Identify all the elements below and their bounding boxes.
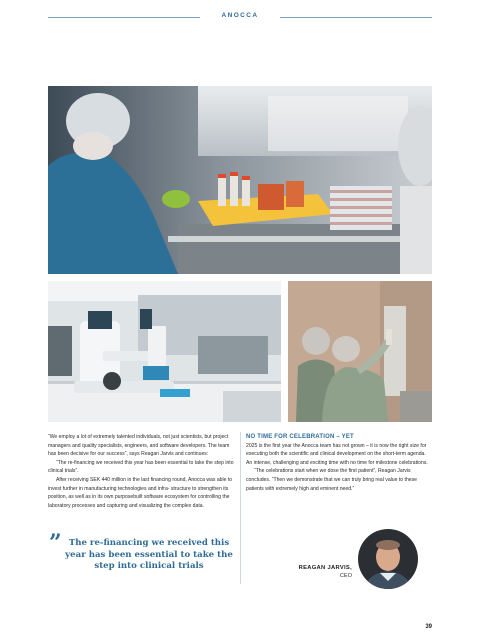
quote-mark-icon: ”: [49, 530, 62, 556]
page-number: 39: [425, 624, 432, 630]
right-text-column: [246, 433, 432, 493]
brand-name: ANOCCA: [221, 12, 259, 19]
body-paragraph: “The re-financing we received this year has been essential to take the step into clinical trials”.: [48, 459, 234, 475]
left-text-column: [48, 433, 234, 510]
body-paragraph: 2025 is the first year the Anocca team has not grown – it is now the right size for executing both the scientific and clinical development on the short-term agenda. An intense, challenging and exciting time with no time for milestone celebrations.: [246, 442, 428, 466]
photo-microscope: [48, 281, 281, 422]
signature-role: CEO: [339, 573, 352, 579]
body-paragraph: “The celebrations start when we dose the first patient”, Reagan Jarvis concludes. “Then we demonstrate that we can truly bring real value to these patients with extremely high and eminent need.”: [246, 468, 418, 492]
photo-microscope-art: [48, 281, 281, 422]
column-divider: [240, 432, 241, 584]
photo-researchers: [288, 281, 432, 422]
photo-laboratory-hood-art: [48, 86, 432, 274]
ceo-portrait-art: [358, 529, 418, 589]
body-paragraph: “We employ a lot of extremely talented individuals, not just scientists, but project managers and quality specialists, engineers, and software developers. The team has been decisive for our success”, says Reagan Jarvis and continues:: [48, 434, 230, 458]
photo-researchers-art: [288, 281, 432, 422]
body-paragraph: After receiving SEK 440 million in the last financing round, Anocca was able to invest further in manufacturing technologies and infra- structure to strengthen its position, as well as in its own purposebuilt software ecosystem for controlling the laboratory processes and capturing and visualizing the complex data.: [48, 476, 233, 509]
page-header: [48, 11, 432, 23]
section-heading: NO TIME FOR CELEBRATION – YET: [246, 434, 354, 440]
ceo-portrait: [358, 529, 418, 589]
header-rule-right: [280, 17, 432, 18]
photo-laboratory-hood: [48, 86, 432, 274]
signature-name: REAGAN JARVIS,: [298, 565, 352, 571]
pull-quote: The re-financing we received this year has been essential to take the step into clinical trials: [65, 538, 233, 571]
